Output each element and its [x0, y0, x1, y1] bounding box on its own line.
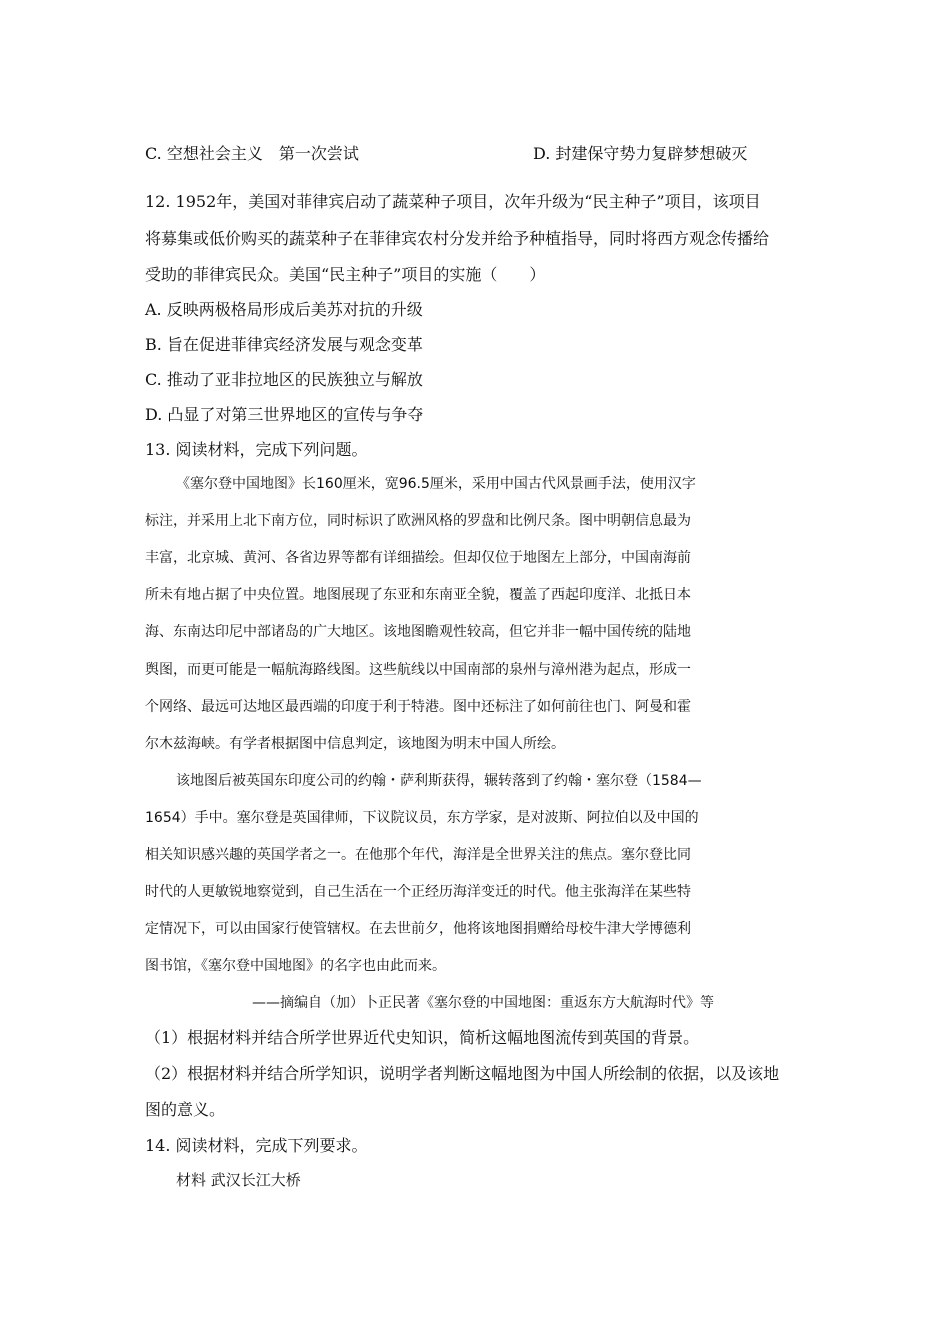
- q12-option-a: A. 反映两极格局形成后美苏对抗的升级: [145, 300, 423, 319]
- q12-stem-line: 受助的菲律宾民众。美国“民主种子”项目的实施（ ）: [145, 265, 546, 284]
- q13-title: 13. 阅读材料，完成下列问题。: [145, 440, 368, 459]
- q12-stem-line: 将募集或低价购买的蔬菜种子在菲律宾农村分发并给予种植指导，同时将西方观念传播给: [145, 229, 770, 248]
- q13-source: ——摘编自（加）卜正民著《塞尔登的中国地图：重返东方大航海时代》等: [252, 995, 714, 1011]
- q12-option-c: C. 推动了亚非拉地区的民族独立与解放: [145, 370, 423, 389]
- q13-material-line: 该地图后被英国东印度公司的约翰・萨利斯获得，辗转落到了约翰・塞尔登（1584—: [176, 773, 702, 789]
- q13-material-line: 个网络、最远可达地区最西端的印度于利于特港。图中还标注了如何前往也门、阿曼和霍: [145, 699, 691, 715]
- q13-sub-question-2-cont: 图的意义。: [145, 1100, 226, 1119]
- q13-material-line: 丰富，北京城、黄河、各省边界等都有详细描绘。但却仅位于地图左上部分，中国南海前: [145, 550, 691, 566]
- q13-sub-question-2: （2）根据材料并结合所学知识，说明学者判断这幅地图为中国人所绘制的依据，以及该地: [145, 1064, 780, 1083]
- q13-sub-question-1: （1）根据材料并结合所学世界近代史知识，简析这幅地图流传到英国的背景。: [145, 1028, 700, 1047]
- q13-material-line: 图书馆，《塞尔登中国地图》的名字也由此而来。: [145, 958, 446, 974]
- q13-material-line: 尔木兹海峡。有学者根据图中信息判定，该地图为明末中国人所绘。: [145, 736, 565, 752]
- q14-title: 14. 阅读材料，完成下列要求。: [145, 1136, 368, 1155]
- q11-option-d: D. 封建保守势力复辟梦想破灭: [533, 144, 748, 163]
- q13-material-line: 定情况下，可以由国家行使管辖权。在去世前夕，他将该地图捐赠给母校牛津大学博德利: [145, 921, 691, 937]
- q13-material-line: 1654）手中。塞尔登是英国律师，下议院议员，东方学家，是对波斯、阿拉伯以及中国的: [145, 810, 699, 826]
- q13-material-line: 所未有地占据了中央位置。地图展现了东亚和东南亚全貌，覆盖了西起印度洋、北抵日本: [145, 587, 691, 603]
- q12-option-d: D. 凸显了对第三世界地区的宣传与争夺: [145, 405, 424, 424]
- q14-material-label: 材料 武汉长江大桥: [176, 1171, 301, 1189]
- q13-material-line: 标注，并采用上北下南方位，同时标识了欧洲风格的罗盘和比例尺条。图中明朝信息最为: [145, 513, 691, 529]
- q13-material-line: 舆图，而更可能是一幅航海路线图。这些航线以中国南部的泉州与漳州港为起点，形成一: [145, 662, 691, 678]
- q12-option-b: B. 旨在促进菲律宾经济发展与观念变革: [145, 335, 423, 354]
- q13-material-line: 海、东南达印尼中部诸岛的广大地区。该地图瞻观性较高，但它并非一幅中国传统的陆地: [145, 624, 691, 640]
- q12-stem-line: 12. 1952年，美国对菲律宾启动了蔬菜种子项目，次年升级为“民主种子”项目，该项目: [145, 192, 761, 211]
- q13-material-line: 时代的人更敏锐地察觉到，自己生活在一个正经历海洋变迁的时代。他主张海洋在某些特: [145, 884, 691, 900]
- q11-option-c: C. 空想社会主义 第一次尝试: [145, 144, 359, 163]
- q13-material-line: 《塞尔登中国地图》长160厘米，宽96.5厘米，采用中国古代风景画手法，使用汉字: [176, 476, 696, 492]
- q13-material-line: 相关知识感兴趣的英国学者之一。在他那个年代，海洋是全世界关注的焦点。塞尔登比同: [145, 847, 691, 863]
